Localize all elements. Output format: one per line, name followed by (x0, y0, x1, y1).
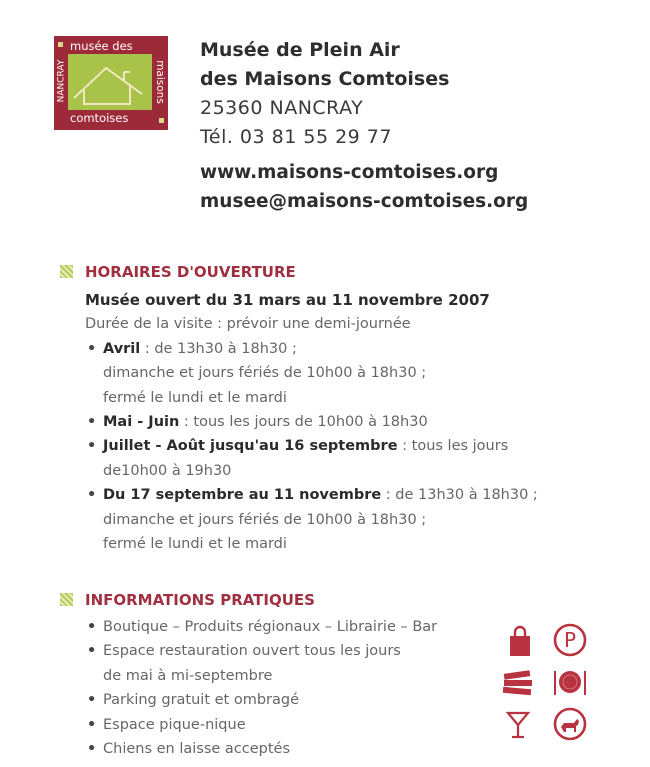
logo-text-bottom: comtoises (70, 111, 129, 125)
info-item-restaurant: • Espace restauration ouvert tous les jours (85, 639, 437, 663)
museum-logo (54, 36, 168, 130)
logo-corner-dot (159, 118, 164, 123)
dog-icon (552, 706, 588, 742)
hours-item-continuation: dimanche et jours fériés de 10h00 à 18h30 ; (103, 365, 427, 382)
opening-hours-block (85, 288, 538, 556)
opening-hours-title: HORAIRES D'OUVERTURE (60, 263, 296, 281)
hours-item-detail: : tous les jours de 10h00 à 18h30 (179, 414, 428, 431)
books-icon (500, 664, 536, 700)
amenity-icons (500, 620, 600, 750)
hours-item-continuation: de10h00 à 19h30 (103, 462, 232, 479)
logo-text-right: maisons (153, 60, 166, 104)
email-link[interactable]: musee@maisons-comtoises.org (200, 191, 529, 212)
museum-phone: Tél. 03 81 55 29 77 (200, 126, 392, 148)
hours-item-period: Avril (103, 340, 141, 357)
hours-item-detail: : de 13h30 à 18h30 ; (140, 340, 297, 357)
section-marker-icon (60, 265, 73, 278)
visit-duration: Durée de la visite : prévoir une demi-journée (85, 316, 411, 333)
opening-period: Musée ouvert du 31 mars au 11 novembre 2007 (85, 291, 490, 309)
logo-house-panel (68, 54, 152, 110)
hours-item (85, 337, 538, 361)
website-link[interactable]: www.maisons-comtoises.org (200, 162, 499, 183)
info-item-picnic: • Espace pique-nique (85, 713, 437, 737)
shopping-bag-icon (502, 624, 538, 660)
hours-item-continuation: fermé le lundi et le mardi (103, 536, 287, 553)
hours-item-period: Du 17 septembre au 11 novembre (103, 487, 382, 504)
hours-item-period: Juillet - Août jusqu'au 16 septembre (103, 438, 398, 455)
practical-info-title: INFORMATIONS PRATIQUES (60, 591, 315, 609)
hours-item-detail: : tous les jours (397, 438, 509, 455)
practical-info-block (85, 615, 437, 761)
logo-text-left: NANCRAY (56, 59, 67, 103)
hours-item (85, 434, 538, 458)
house-outline-icon (68, 54, 152, 110)
hours-item-continuation: dimanche et jours fériés de 10h00 à 18h30 ; (103, 511, 427, 528)
hours-item-period: Mai - Juin (103, 414, 180, 431)
restaurant-plate-icon (552, 664, 588, 700)
hours-item-detail: : de 13h30 à 18h30 ; (381, 487, 538, 504)
hours-item (85, 410, 538, 434)
cocktail-glass-icon (500, 706, 536, 742)
logo-text-top: musée des (70, 39, 133, 53)
parking-icon (552, 622, 588, 658)
museum-city: 25360 NANCRAY (200, 97, 364, 119)
svg-text:P: P (563, 628, 577, 652)
info-item-parking: • Parking gratuit et ombragé (85, 688, 437, 712)
contact-header (200, 36, 528, 216)
logo-corner-dot (58, 42, 63, 47)
info-item-restaurant-cont: de mai à mi-septembre (103, 667, 273, 684)
hours-item (85, 483, 538, 507)
section-marker-icon (60, 593, 73, 606)
info-item-dogs: • Chiens en laisse acceptés (85, 737, 437, 761)
museum-name-line1: Musée de Plein Air (200, 39, 400, 61)
info-item-shop: • Boutique – Produits régionaux – Librairie – Bar (85, 615, 437, 639)
museum-name-line2: des Maisons Comtoises (200, 68, 450, 90)
hours-item-continuation: fermé le lundi et le mardi (103, 389, 287, 406)
